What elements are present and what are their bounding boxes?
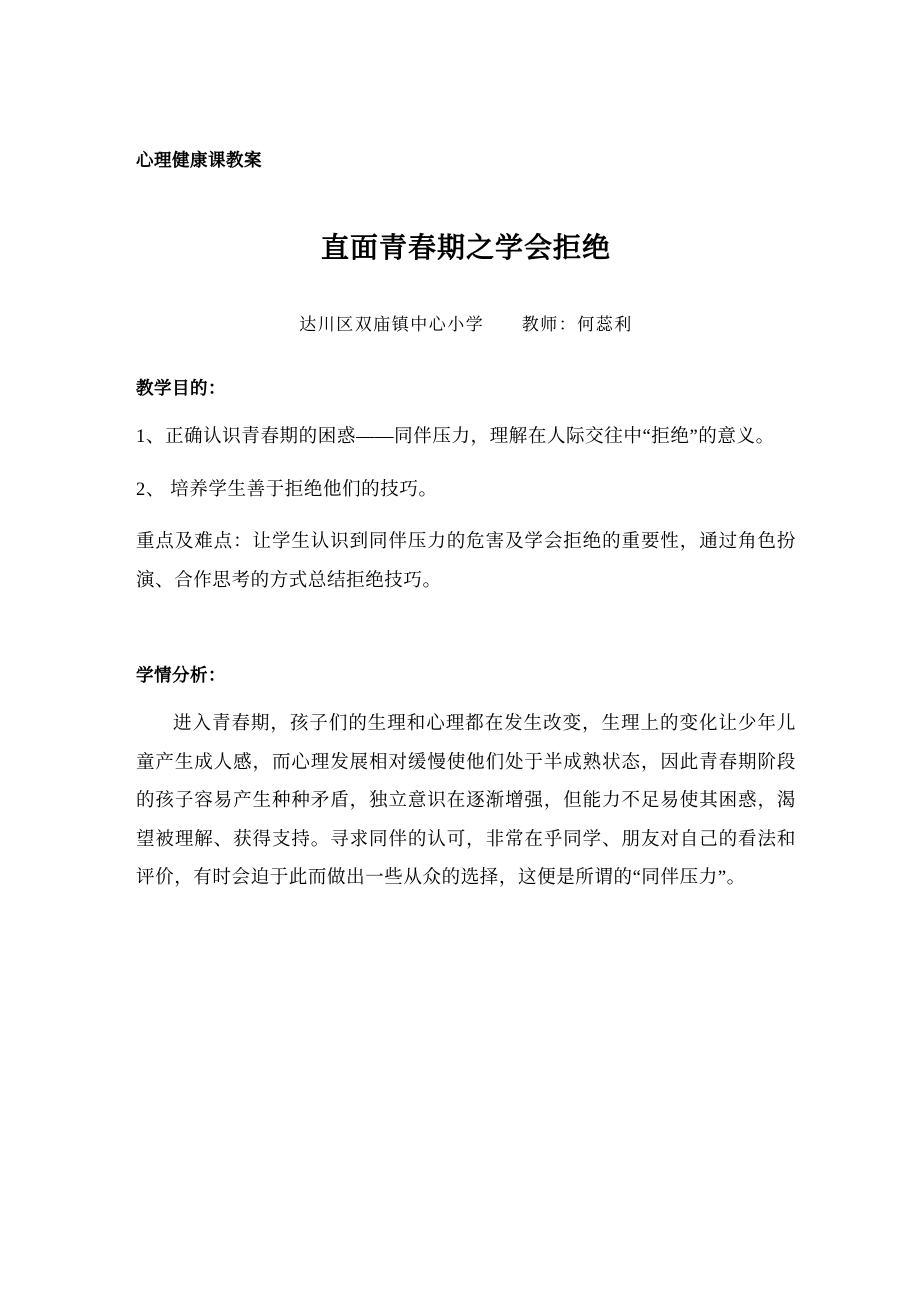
section-heading-analysis: 学情分析： — [136, 666, 226, 687]
byline — [136, 310, 796, 335]
key-points-paragraph: 重点及难点：让学生认识到同伴压力的危害及学会拒绝的重要性，通过角色扮演、合作思考的方式总结拒绝技巧。 — [136, 532, 796, 591]
objective-item-1: 1、正确认识青春期的困惑——同伴压力，理解在人际交往中“拒绝”的意义。 — [136, 427, 775, 448]
document-label: 心理健康课教案 — [136, 151, 262, 171]
document-body — [136, 148, 796, 897]
page-title: 直面青春期之学会拒绝 — [320, 231, 611, 265]
byline-teacher: 教师：何蕊利 — [521, 315, 633, 335]
section-spacer — [136, 600, 796, 662]
analysis-paragraph: 进入青春期，孩子们的生理和心理都在发生改变，生理上的变化让少年儿童产生成人感，而心理发展相对缓慢使他们处于半成熟状态，因此青春期阶段的孩子容易产生种种矛盾，独立意识在逐渐增强，但能力不足易使其困惑，渴望被理解、获得支持。寻求同伴的认可，非常在乎同学、朋友对自己的看法和评价，有时会迫于此而做出一些从众的选择，这便是所谓的“同伴压力”。 — [136, 714, 796, 888]
byline-school: 达川区双庙镇中心小学 — [299, 315, 485, 335]
section-heading-objectives: 教学目的： — [136, 379, 226, 400]
objective-item-2: 2、 培养学生善于拒绝他们的技巧。 — [136, 479, 438, 500]
